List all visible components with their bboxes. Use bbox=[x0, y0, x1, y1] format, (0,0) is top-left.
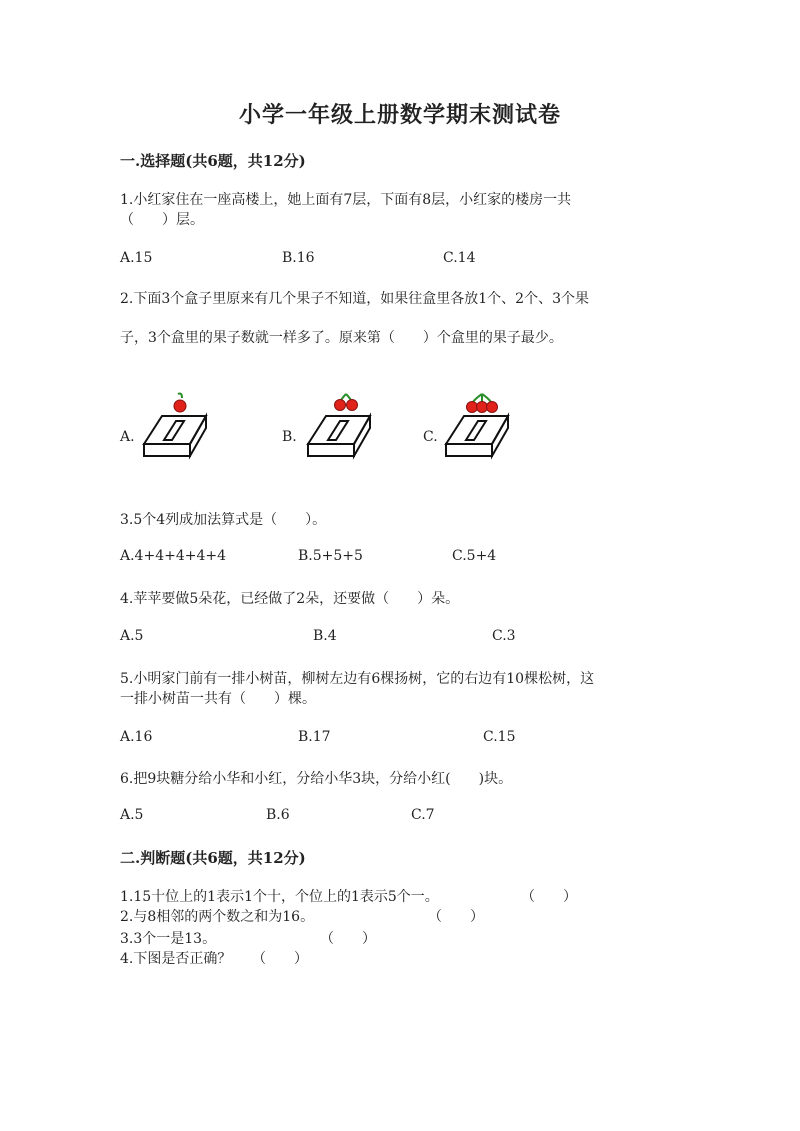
question-2-option-a-label: A. bbox=[120, 429, 135, 445]
judge-item-2-blank: （ ） bbox=[428, 909, 484, 925]
judge-item-3-text: 3.3个一是13。 bbox=[120, 931, 217, 947]
question-6-option-b: B.6 bbox=[266, 807, 290, 823]
question-6-line-1: 6.把9块糖分给小华和小红，分给小华3块，分给小红( )块。 bbox=[120, 771, 513, 787]
judge-item-3-blank: （ ） bbox=[320, 931, 376, 947]
section-heading-judge: 二.判断题(共6题，共12分) bbox=[120, 849, 306, 867]
question-1-line-1: 1.小红家住在一座高楼上，她上面有7层，下面有8层，小红家的楼房一共 bbox=[120, 192, 572, 208]
question-6-option-c: C.7 bbox=[411, 807, 435, 823]
judge-item-1-text: 1.15十位上的1表示1个十，个位上的1表示5个一。 bbox=[120, 889, 439, 905]
question-5-line-1: 5.小明家门前有一排小树苗，柳树左边有6棵扬树，它的右边有10棵松树，这 bbox=[120, 671, 595, 687]
question-2-box-c bbox=[440, 388, 520, 468]
question-1-option-b: B.16 bbox=[282, 250, 315, 266]
question-5-option-a: A.16 bbox=[120, 729, 153, 745]
question-4-option-c: C.3 bbox=[492, 628, 516, 644]
judge-item-1-blank: （ ） bbox=[521, 889, 577, 905]
cherry-icon bbox=[335, 394, 358, 411]
judge-item-4-text: 4.下图是否正确？ bbox=[120, 951, 232, 967]
question-2-line-2: 子，3个盒里的果子数就一样多了。原来第（ ）个盒里的果子最少。 bbox=[120, 330, 563, 346]
question-4-line-1: 4.苹苹要做5朵花，已经做了2朵，还要做（ ）朵。 bbox=[120, 591, 460, 607]
question-5-option-b: B.17 bbox=[298, 729, 331, 745]
judge-item-4-blank: （ ） bbox=[252, 951, 308, 967]
box-with-two-cherries-image bbox=[302, 388, 382, 468]
question-2-box-a bbox=[138, 388, 218, 468]
box-with-three-cherries-image bbox=[440, 388, 520, 468]
question-3-line-1: 3.5个4列成加法算式是（ ）。 bbox=[120, 512, 327, 528]
question-2-option-b-label: B. bbox=[282, 429, 297, 445]
question-1-option-a: A.15 bbox=[120, 250, 153, 266]
question-1-line-2: （ ）层。 bbox=[120, 212, 204, 228]
cherry-icon bbox=[174, 394, 186, 413]
question-4-option-a: A.5 bbox=[120, 628, 144, 644]
page-title: 小学一年级上册数学期末测试卷 bbox=[238, 102, 561, 128]
question-5-line-2: 一排小树苗一共有（ ）棵。 bbox=[120, 691, 316, 707]
cherry-icon bbox=[467, 394, 498, 413]
section-heading-choice: 一.选择题(共6题，共12分) bbox=[120, 152, 306, 170]
judge-item-2-text: 2.与8相邻的两个数之和为16。 bbox=[120, 909, 315, 925]
box-with-cherry-image bbox=[138, 388, 218, 468]
question-6-option-a: A.5 bbox=[120, 807, 144, 823]
question-2-line-1: 2.下面3个盒子里原来有几个果子不知道，如果往盒里各放1个、2个、3个果 bbox=[120, 291, 589, 307]
question-3-option-a: A.4+4+4+4+4 bbox=[120, 548, 227, 564]
question-5-option-c: C.15 bbox=[483, 729, 516, 745]
question-3-option-c: C.5+4 bbox=[452, 548, 497, 564]
question-2-option-c-label: C. bbox=[423, 429, 438, 445]
question-1-option-c: C.14 bbox=[443, 250, 476, 266]
question-2-box-b bbox=[302, 388, 382, 468]
question-3-option-b: B.5+5+5 bbox=[298, 548, 363, 564]
question-4-option-b: B.4 bbox=[313, 628, 337, 644]
